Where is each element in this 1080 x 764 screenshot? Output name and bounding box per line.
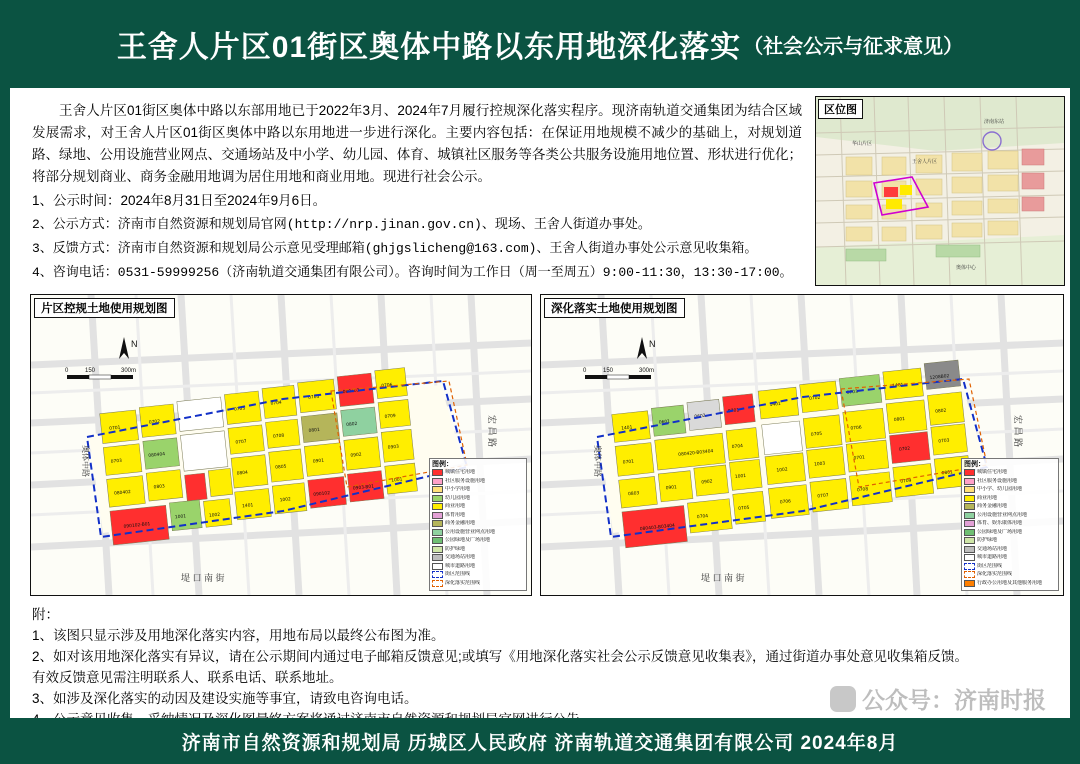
svg-text:080404: 080404 — [148, 452, 166, 459]
svg-text:1208B02: 1208B02 — [929, 374, 950, 382]
svg-text:0701: 0701 — [853, 455, 866, 462]
legend-swatch — [964, 469, 975, 476]
svg-text:0703: 0703 — [846, 389, 859, 396]
appendix-title: 附： — [32, 607, 59, 622]
svg-text:1003: 1003 — [813, 461, 826, 468]
legend-label: 防护绿地 — [977, 537, 998, 543]
svg-text:080402: 080402 — [113, 489, 132, 497]
legend-label: 防护绿地 — [445, 545, 466, 552]
legend-swatch — [964, 486, 975, 493]
legend-item — [432, 486, 524, 494]
legend-item — [432, 580, 524, 588]
svg-text:1002: 1002 — [776, 467, 788, 474]
legend-label: 城镇住宅用地 — [977, 469, 1008, 475]
legend-item — [432, 529, 524, 537]
appendix-item-1: 1、该图只显示涉及用地深化落实内容，用地布局以最终公布图为准。 — [32, 628, 445, 643]
panel-left-legend — [429, 458, 527, 592]
svg-text:奥体中心: 奥体中心 — [956, 265, 977, 271]
svg-text:0602: 0602 — [694, 413, 706, 420]
location-map-graphic — [816, 97, 1064, 285]
watermark-text: 公众号：济南时报 — [862, 687, 1046, 713]
legend-swatch — [964, 529, 975, 536]
svg-text:080403: 080403 — [342, 388, 360, 396]
legend-swatch — [432, 486, 443, 493]
legend-label: 街区范围线 — [445, 571, 471, 577]
svg-text:0601: 0601 — [658, 419, 671, 426]
legend-item — [432, 512, 524, 520]
legend-label: 幼儿园用地 — [445, 494, 471, 501]
legend-item — [432, 495, 524, 503]
svg-text:华山片区: 华山片区 — [852, 141, 873, 147]
svg-text:0704: 0704 — [696, 514, 709, 521]
intro-item-2: 2、公示方式：济南市自然资源和规划局官网(http://nrp.jinan.gov.cn)、现场、王舍人街道办事处。 — [32, 217, 651, 232]
svg-text:1401: 1401 — [892, 382, 904, 390]
svg-text:济南东站: 济南东站 — [984, 119, 1005, 125]
appendix-item-2: 2、如对该用地深化落实有异议，请在公示期间内通过电子邮箱反馈意见;或填写《用地深化落实社会公示反馈意见收集表》，通过街道办事处意见收集箱反馈。 — [32, 649, 969, 664]
svg-text:0706: 0706 — [381, 382, 393, 390]
legend-swatch — [964, 580, 975, 587]
svg-text:0706: 0706 — [779, 499, 792, 506]
svg-text:0902: 0902 — [701, 479, 713, 486]
svg-text:1002: 1002 — [208, 512, 221, 519]
svg-text:0702: 0702 — [808, 395, 821, 402]
svg-text:0709: 0709 — [384, 413, 397, 420]
svg-text:奥体中路: 奥体中路 — [81, 445, 90, 477]
intro-item-3: 3、反馈方式：济南市自然资源和规划局公示意见受理邮箱(ghjgslicheng@163.com)、王舍人街道办事处公示意见收集箱。 — [32, 241, 758, 256]
legend-label: 城镇住宅用地 — [445, 469, 476, 475]
legend-swatch — [964, 571, 975, 578]
legend-item — [964, 554, 1056, 562]
svg-text:0902: 0902 — [350, 452, 362, 459]
legend-label: 城市道路用地 — [977, 554, 1008, 560]
svg-text:300m: 300m — [121, 368, 137, 374]
legend-swatch — [432, 503, 443, 510]
legend-item — [964, 563, 1056, 571]
panel-existing-plan — [30, 294, 532, 596]
svg-text:0707: 0707 — [235, 439, 247, 446]
legend-title: 图例： — [964, 460, 985, 468]
svg-text:0: 0 — [65, 368, 69, 374]
legend-label: 商业用地 — [445, 503, 466, 509]
legend-item — [964, 520, 1056, 528]
legend-swatch — [964, 546, 975, 553]
intro-paragraph: 王舍人片区01街区奥体中路以东部用地已于2022年3月、2024年7月履行控规深化落实程序。现济南轨道交通集团为结合区域发展需求，对王舍人片区01街区奥体中路以东用地进一步进行深化。主要内容包括：在保证用地规模不减少的基础上，对规划道路、绿地、公用设施营业网点、交通场站及中小学、幼儿园、体育、城镇社区服务等各类公共服务设施用地位置、形状进行优化；将部分规划商业、商务金融用地调为居住用地和商业用地。现进行社会公示。 — [32, 103, 802, 184]
svg-text:0803: 0803 — [627, 491, 640, 498]
legend-item — [432, 563, 524, 571]
svg-text:0703: 0703 — [110, 458, 123, 465]
svg-text:0701: 0701 — [727, 408, 740, 415]
svg-text:N: N — [649, 339, 656, 349]
svg-text:0802: 0802 — [346, 421, 358, 429]
svg-text:1001: 1001 — [174, 514, 187, 521]
svg-text:0703: 0703 — [938, 438, 950, 445]
svg-text:150: 150 — [603, 368, 614, 374]
svg-text:0: 0 — [583, 368, 587, 374]
legend-swatch — [432, 478, 443, 485]
legend-swatch — [432, 546, 443, 553]
legend-title: 图例： — [432, 460, 453, 468]
legend-label: 公用设施营业网点用地 — [445, 528, 496, 535]
svg-text:0709: 0709 — [900, 478, 912, 485]
legend-swatch — [964, 554, 975, 561]
legend-swatch — [432, 554, 443, 561]
svg-text:0704: 0704 — [270, 400, 283, 407]
svg-text:0702: 0702 — [148, 419, 161, 426]
intro-text-block — [32, 100, 802, 286]
svg-text:0706: 0706 — [850, 425, 862, 432]
svg-text:0704: 0704 — [731, 444, 744, 451]
legend-label: 体育、娱乐康体用地 — [977, 520, 1023, 526]
svg-text:300m: 300m — [639, 368, 655, 374]
legend-label: 公园绿地及广场用地 — [977, 528, 1023, 535]
legend-swatch — [432, 537, 443, 544]
legend-label: 社区服务设施用地 — [445, 477, 486, 484]
svg-text:0705: 0705 — [738, 505, 750, 512]
page-subtitle: （社会公示与征求意见） — [743, 35, 964, 58]
legend-swatch — [432, 495, 443, 502]
intro-item-4: 4、咨询电话：0531-59999256（济南轨道交通集团有限公司）。咨询时间为工作日（周一至周五）9:00-11:30，13:30-17:00。 — [32, 265, 793, 280]
appendix-item-2b: 有效反馈意见需注明联系人、联系电话、联系地址。 — [32, 670, 343, 685]
svg-text:0707: 0707 — [817, 493, 829, 500]
svg-text:1002: 1002 — [279, 497, 292, 504]
svg-text:0801: 0801 — [893, 416, 906, 424]
legend-label: 深化落实范围线 — [445, 579, 481, 586]
svg-text:堤 口 南 街: 堤 口 南 街 — [701, 573, 745, 583]
svg-text:N: N — [131, 339, 138, 349]
header-title-row — [0, 0, 1080, 88]
document-body — [0, 88, 1080, 718]
legend-item — [964, 503, 1056, 511]
svg-text:0708: 0708 — [272, 433, 285, 440]
svg-text:0903: 0903 — [387, 444, 400, 451]
legend-label: 行政办公用地及其他服务用地 — [977, 579, 1043, 586]
legend-item — [432, 546, 524, 554]
svg-text:0802: 0802 — [935, 408, 947, 415]
svg-text:0705: 0705 — [810, 431, 823, 438]
svg-text:0805: 0805 — [275, 464, 287, 471]
legend-label: 商业用地 — [977, 494, 998, 501]
panel-right-legend — [961, 458, 1059, 592]
footer-banner — [0, 718, 1080, 764]
location-map-label: 区位图 — [818, 99, 863, 119]
legend-label: 中小学、幼儿园用地 — [977, 486, 1023, 492]
legend-item — [964, 529, 1056, 537]
legend-swatch — [432, 580, 443, 587]
legend-label: 体育用地 — [445, 511, 466, 518]
appendix-item-3: 3、如涉及深化落实的动因及建设实施等事宜，请致电咨询电话。 — [32, 691, 418, 706]
legend-item — [964, 486, 1056, 494]
legend-swatch — [432, 529, 443, 536]
svg-text:080403-B03404: 080403-B03404 — [639, 523, 676, 533]
legend-label: 商务金融用地 — [445, 520, 476, 526]
svg-text:150: 150 — [85, 368, 96, 374]
svg-text:090102-B01: 090102-B01 — [123, 522, 151, 530]
svg-text:0801: 0801 — [308, 427, 321, 434]
legend-swatch — [432, 520, 443, 527]
legend-item — [432, 537, 524, 545]
legend-item — [432, 571, 524, 579]
footer-text: 济南市自然资源和规划局 历城区人民政府 济南轨道交通集团有限公司 2024年8月 — [181, 732, 899, 754]
svg-text:0801: 0801 — [941, 470, 954, 477]
svg-text:1401: 1401 — [241, 503, 254, 510]
svg-text:王舍人片区: 王舍人片区 — [912, 159, 938, 165]
svg-text:0901: 0901 — [665, 485, 678, 492]
watermark — [830, 682, 1046, 715]
legend-item — [964, 512, 1056, 520]
legend-item — [964, 546, 1056, 554]
svg-text:0703: 0703 — [233, 406, 246, 413]
legend-swatch — [964, 563, 975, 570]
svg-text:080420-B03404: 080420-B03404 — [678, 449, 714, 458]
legend-item — [964, 571, 1056, 579]
svg-text:0903-B01: 0903-B01 — [352, 484, 375, 492]
legend-item — [432, 554, 524, 562]
legend-swatch — [432, 571, 443, 578]
svg-text:奥体中路: 奥体中路 — [593, 445, 602, 477]
svg-text:0901: 0901 — [312, 458, 325, 465]
legend-swatch — [964, 495, 975, 502]
legend-label: 公用设施营业网点用地 — [977, 511, 1028, 518]
legend-item — [964, 469, 1056, 477]
legend-item — [964, 580, 1056, 588]
app-badge-icon — [830, 686, 856, 712]
legend-swatch — [964, 478, 975, 485]
legend-label: 中小学用地 — [445, 486, 471, 492]
legend-label: 城市道路用地 — [445, 562, 476, 569]
svg-text:1001: 1001 — [734, 473, 747, 481]
legend-label: 公园绿地及广场用地 — [445, 537, 491, 543]
legend-swatch — [964, 512, 975, 519]
location-map — [815, 96, 1065, 286]
legend-swatch — [432, 469, 443, 476]
svg-text:1401: 1401 — [621, 425, 633, 432]
legend-item — [964, 537, 1056, 545]
legend-label: 社区服务设施用地 — [977, 477, 1018, 484]
legend-swatch — [432, 512, 443, 519]
svg-text:0705: 0705 — [307, 394, 320, 401]
panel-left-label: 片区控规土地使用规划图 — [34, 298, 175, 318]
legend-swatch — [964, 503, 975, 510]
legend-label: 交通场站用地 — [977, 545, 1008, 552]
svg-text:0708: 0708 — [856, 487, 869, 494]
legend-item — [432, 478, 524, 486]
legend-item — [432, 503, 524, 511]
legend-item — [964, 495, 1056, 503]
legend-label: 深化落实范围线 — [977, 571, 1013, 577]
svg-text:0702: 0702 — [898, 446, 911, 453]
legend-swatch — [964, 537, 975, 544]
svg-text:090102: 090102 — [313, 491, 331, 498]
panel-deepened-plan — [540, 294, 1064, 596]
svg-text:0803: 0803 — [153, 484, 166, 491]
svg-text:宏 昌 路: 宏 昌 路 — [1013, 415, 1023, 448]
legend-item — [432, 469, 524, 477]
legend-item — [964, 478, 1056, 486]
svg-text:1401: 1401 — [769, 401, 782, 408]
legend-swatch — [964, 520, 975, 527]
legend-item — [432, 520, 524, 528]
intro-item-1: 1、公示时间：2024年8月31日至2024年9月6日。 — [32, 193, 327, 208]
legend-label: 交通场站用地 — [445, 554, 476, 560]
svg-text:0701: 0701 — [622, 459, 635, 466]
panel-right-label: 深化落实土地使用规划图 — [544, 298, 685, 318]
svg-text:0804: 0804 — [236, 470, 249, 477]
svg-text:宏 昌 路: 宏 昌 路 — [487, 415, 497, 448]
svg-text:1001: 1001 — [391, 477, 403, 484]
svg-text:0701: 0701 — [109, 425, 121, 432]
header-banner — [0, 0, 1080, 88]
legend-swatch — [432, 563, 443, 570]
legend-label: 商务金融用地 — [977, 503, 1008, 509]
svg-text:堤 口 南 街: 堤 口 南 街 — [181, 573, 225, 583]
legend-label: 街区范围线 — [977, 562, 1003, 569]
page-title: 王舍人片区01街区奥体中路以东用地深化落实 — [116, 31, 742, 64]
